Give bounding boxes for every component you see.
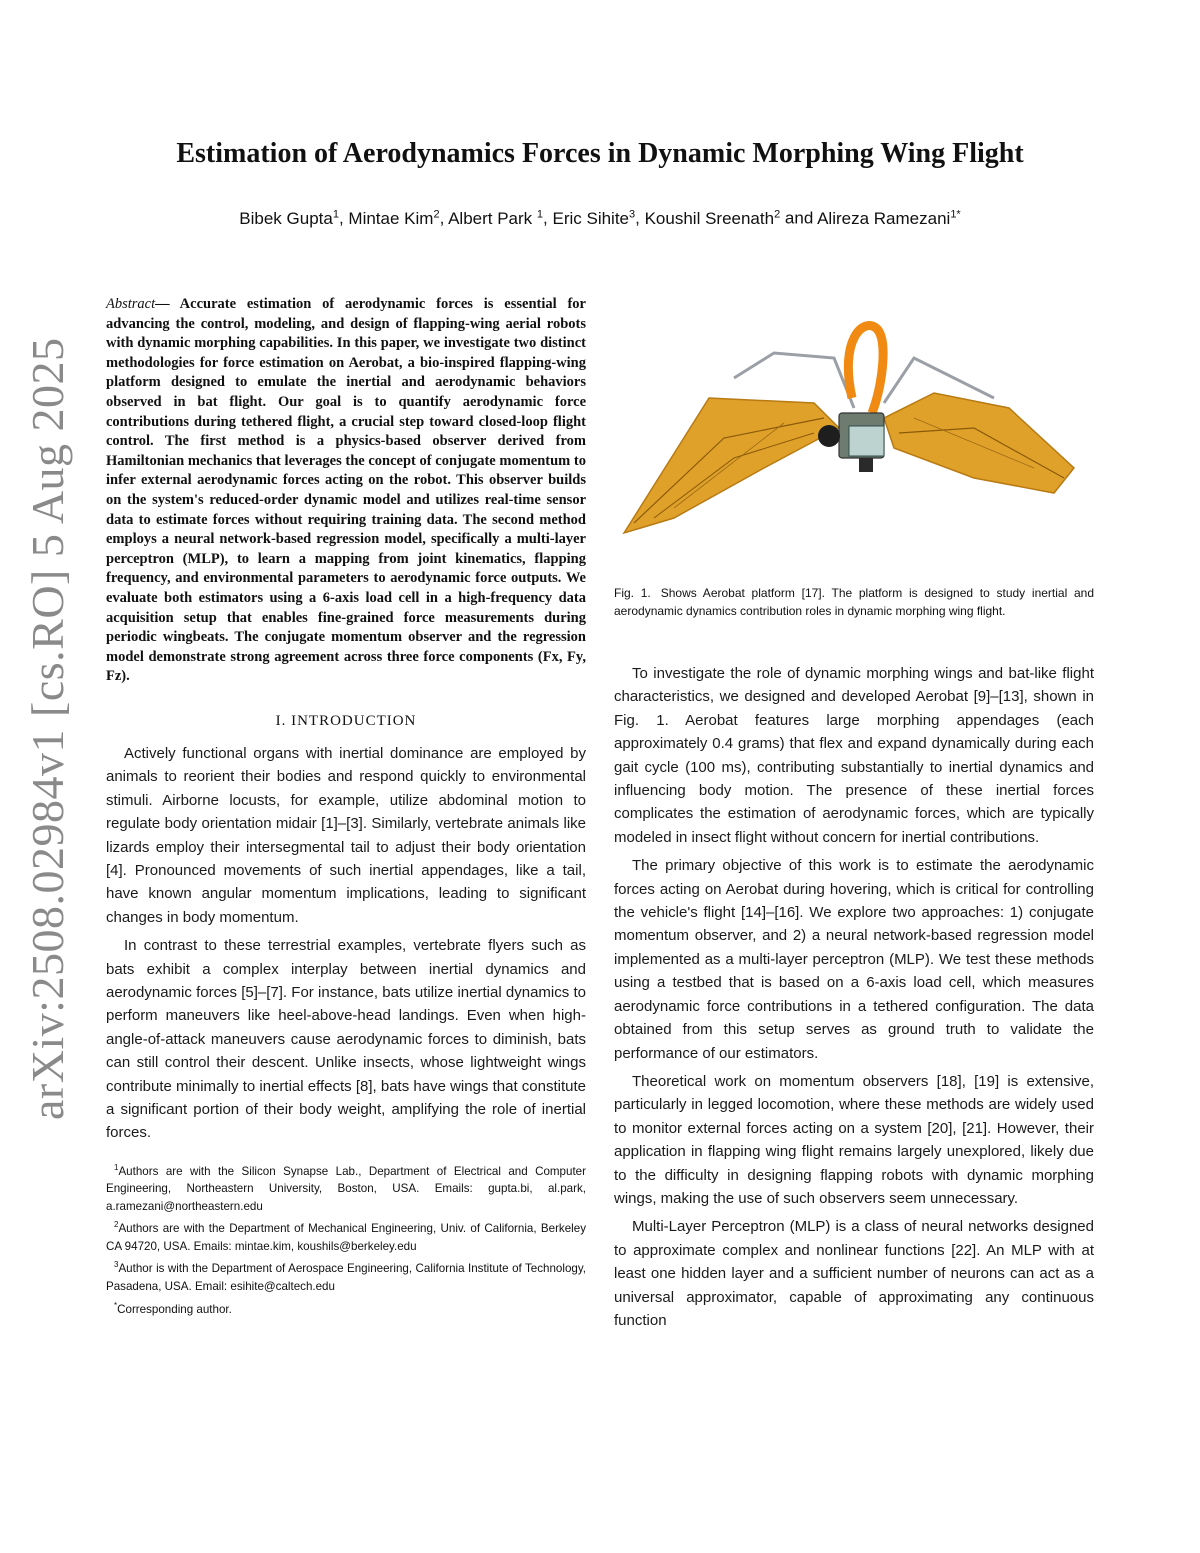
aerobat-photo (614, 318, 1094, 568)
paper-title: Estimation of Aerodynamics Forces in Dynamic Morphing Wing Flight (176, 138, 1024, 169)
figure-label: Fig. 1. (614, 586, 651, 600)
paragraph: Multi-Layer Perceptron (MLP) is a class of neural networks designed to approximate complex and nonlinear functions [22]. An MLP with at least one hidden layer and a sufficient number of neurons can act as a universal approximator, capable of approximating any continuous function (614, 1218, 1094, 1329)
footnote: $^2$Authors are with the Department of Mechanical Engineering, Univ. of California, Berkeley CA 94720, USA. Emails: mintae.kim, koushils@berkeley.edu (106, 1220, 586, 1253)
paragraph: To investigate the role of dynamic morphing wings and bat-like flight characteristics, we designed and developed Aerobat [9]–[13], shown in Fig. 1. Aerobat features large morphing appendages (each approximately 0.4 grams) that flex and expand dynamically during each gait cycle (100 ms), contributing substantially to inertial dynamics and influencing body motion. The presence of these inertial forces complicates the estimation of aerodynamic forces, which are typically modeled in insect flight without concern for inertial contributions. (614, 665, 1094, 846)
paragraph: Theoretical work on momentum observers [18], [19] is extensive, particularly in legged locomotion, where these methods are widely used to monitor external forces acting on a system [20], [21]. However, their application in flapping wing flight remains largely unexplored, likely due to the difficulty in designing flapping robots with dynamic morphing wings, making the use of such observers seem unnecessary. (614, 1072, 1094, 1207)
author: Albert Park $^1$ (448, 208, 544, 228)
footnote: $^3$Author is with the Department of Aerospace Engineering, California Institute of Technology, Pasadena, USA. Email: esihite@caltech.edu (106, 1260, 586, 1293)
arxiv-stamp: arXiv:2508.02984v1 [cs.RO] 5 Aug 2025 (22, 337, 73, 1120)
flex-strip (848, 326, 883, 413)
author: Bibek Gupta$^1$ (239, 208, 339, 228)
right-wing (884, 393, 1074, 493)
author-list: Bibek Gupta$^1$, Mintae Kim$^2$, Albert Park $^1$, Eric Sihite$^3$, Koushil Sreenath$^2$ and Alireza Ramezani$^{1*}$ (239, 208, 961, 228)
abstract-text: — Accurate estimation of aerodynamic forces is essential for advancing the control, modeling, and design of flapping-wing aerial robots with dynamic morphing capabilities. In this paper, we investigate two distinct methodologies for force estimation on Aerobat, a bio-inspired flapping-wing platform designed to emulate the inertial and aerodynamic behaviors observed in bat flight. Our goal is to quantify aerodynamic force contributions during tethered flight, a crucial step toward closed-loop flight control. The first method is a physics-based observer derived from Hamiltonian mechanics that leverages the concept of conjugate momentum to infer external aerodynamic forces acting on the robot. This observer builds on the system's reduced-order dynamic model and utilizes real-time sensor data to estimate forces without requiring training data. The second method employs a neural network-based regression model, specifically a multi-layer perceptron (MLP), to learn a mapping from joint kinematics, flapping frequency, and environmental parameters to aerodynamic force outputs. We evaluate both estimators using a 6-axis load cell in a high-frequency data acquisition setup that enables fine-grained force measurements during periodic wingbeats. The conjugate momentum observer and the regression model demonstrate strong agreement across three force components (Fx, Fy, Fz). (106, 296, 586, 685)
left-wing (624, 398, 839, 533)
author: Eric Sihite$^3$ (552, 208, 636, 228)
footnote: *Corresponding author. (114, 1300, 232, 1316)
section-heading: I. INTRODUCTION (275, 712, 417, 729)
footnote: $^1$Authors are with the Silicon Synapse Lab., Department of Electrical and Computer Engineering, Northeastern University, Boston, USA. Emails: gupta.bi, al.park, a.ramezani@northeastern.edu (106, 1162, 586, 1213)
footnotes (106, 1159, 586, 1318)
author: Koushil Sreenath$^2$ (644, 208, 781, 228)
author: Alireza Ramezani$^{1*}$ (817, 208, 961, 228)
paragraph: The primary objective of this work is to estimate the aerodynamic forces acting on Aerobat during hovering, which is critical for controlling the vehicle's flight [14]–[16]. We explore two approaches: 1) conjugate momentum observer, and 2) a neural network-based regression model implemented as a multi-layer perceptron (MLP). We test these methods using a testbed that is based on a 6-axis load cell, which measures aerodynamic force contributions in a tethered configuration. The data obtained from this setup serves as ground truth to validate the performance of our estimators. (614, 857, 1094, 1062)
paragraph: Actively functional organs with inertial dominance are employed by animals to reorient their bodies and respond quickly to environmental stimuli. Airborne locusts, for example, utilize abdominal motion to regulate body orientation midair [1]–[3]. Similarly, vertebrate animals like lizards employ their intersegmental tail to adjust their body orientation [4]. Pronounced movements of such inertial appendages, like a tail, have known angular momentum implications, leading to significant changes in body momentum. (106, 744, 586, 926)
aerobat-figure (614, 318, 1094, 568)
circuit-board (849, 426, 884, 456)
abstract (106, 295, 586, 687)
figure-caption: Fig. 1. Shows Aerobat platform [17]. The platform is designed to study inertial and aerodynamic dynamics contribution roles in dynamic morphing wing flight. (614, 586, 1094, 618)
paragraph: In contrast to these terrestrial examples, vertebrate flyers such as bats exhibit a complex interplay between inertial dynamics and aerodynamic forces [5]–[7]. For instance, bats utilize inertial dynamics to perform maneuvers like heel-above-head landings. Even when high-angle-of-attack maneuvers cause aerodynamic forces to diminish, bats can still control their descent. Unlike insects, whose lightweight wings contribute minimally to inertial effects [8], bats have wings that constitute a significant portion of their body weight, amplifying the role of inertial forces. (106, 937, 586, 1142)
abstract-label: Abstract (106, 296, 156, 312)
sensor-module (859, 458, 873, 472)
left-column (106, 295, 586, 1319)
motor (818, 425, 840, 447)
author: Mintae Kim$^2$ (348, 208, 440, 228)
right-column (614, 318, 1094, 1337)
